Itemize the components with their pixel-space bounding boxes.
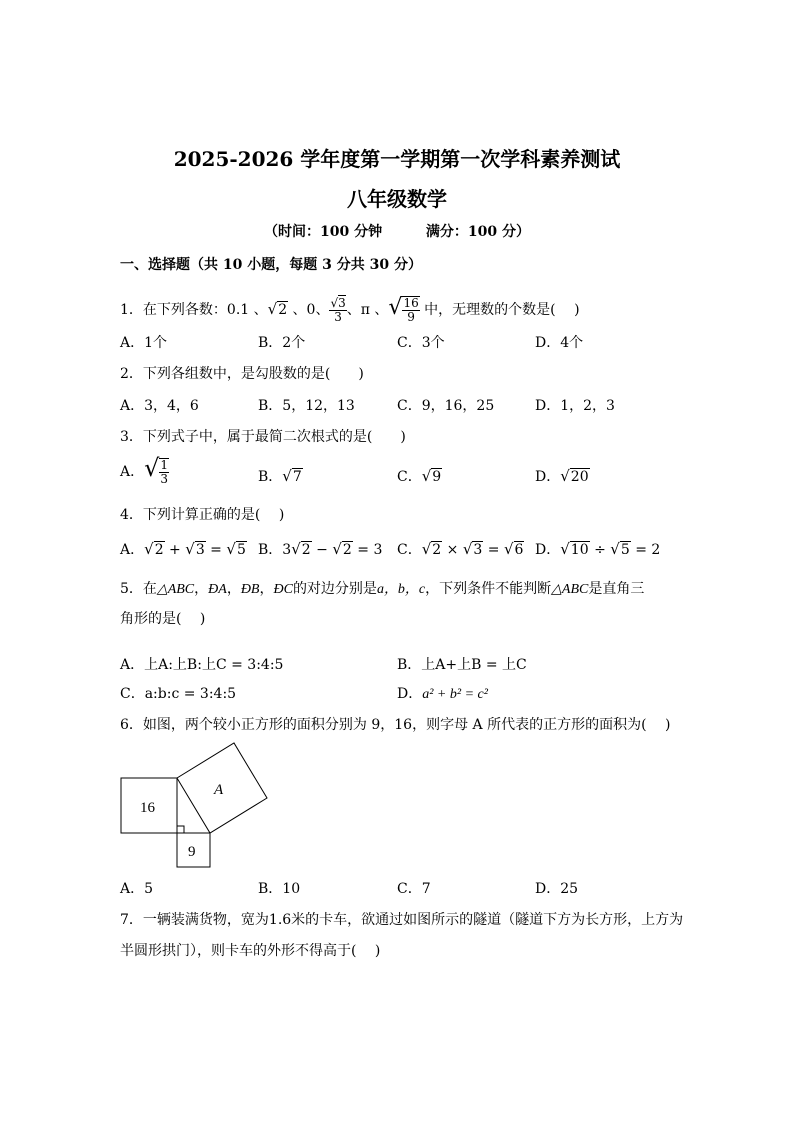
q1-option-b[interactable]: B．2个: [258, 335, 306, 351]
q3-option-c[interactable]: C．√9: [397, 467, 442, 485]
full-score: 满分：100 分）: [425, 224, 530, 240]
exam-subject: 八年级数学: [347, 187, 447, 211]
q5-option-d[interactable]: D．a² + b² = c²: [397, 686, 488, 702]
question-4: 4．下列计算正确的是( ): [120, 507, 285, 523]
q6-option-c[interactable]: C．7: [397, 881, 431, 897]
q1-option-d[interactable]: D．4个: [535, 335, 584, 351]
q2-option-a[interactable]: A．3，4，6: [120, 398, 199, 414]
q3-option-a[interactable]: A．√ $\frac{1}{3}$: [120, 454, 169, 486]
q6-option-b[interactable]: B．10: [258, 881, 301, 897]
fraction-16-over-9: $\frac{16}{9}$: [403, 296, 419, 324]
squares-figure: [118, 742, 273, 872]
label-16: 16: [140, 800, 155, 816]
q3-option-b[interactable]: B．√7: [258, 467, 302, 485]
q5-option-b[interactable]: B．上A+上B = 上C: [397, 657, 527, 673]
q2-option-c[interactable]: C．9，16，25: [397, 398, 495, 414]
right-angle-mark: [177, 826, 184, 833]
question-1: 1．在下列各数：0.1 、√2 、0、 $\frac{√3}{3}$ 、π 、√ $\frac{16}{9}$ 中，无理数的个数是( ): [120, 295, 580, 324]
q2-option-d[interactable]: D．1，2，3: [535, 398, 615, 414]
question-6: 6．如图，两个较小正方形的面积分别为 9，16，则字母 A 所代表的正方形的面积为( ): [120, 717, 671, 733]
label-A: A: [214, 782, 224, 798]
q4-option-a[interactable]: A．√2 + √3 = √5: [120, 540, 246, 558]
label-9: 9: [188, 844, 196, 860]
q4-option-b[interactable]: B．3√2 − √2 = 3: [258, 540, 383, 558]
question-5-line2: 角形的是( ): [120, 611, 206, 627]
q1-option-c[interactable]: C．3个: [397, 335, 445, 351]
q4-option-d[interactable]: D．√10 ÷ √5 = 2: [535, 540, 661, 558]
question-2: 2．下列各组数中，是勾股数的是( ): [120, 366, 364, 382]
question-3: 3．下列式子中，属于最简二次根式的是( ): [120, 429, 406, 445]
q3-option-d[interactable]: D．√20: [535, 467, 589, 485]
fraction-sqrt3-over-3: $\frac{√3}{3}$: [330, 295, 346, 324]
question-7-line2: 半圆形拱门），则卡车的外形不得高于( ): [120, 943, 381, 959]
question-7: 7．一辆装满货物，宽为1.6米的卡车，欲通过如图所示的隧道（隧道下方为长方形，上方为: [120, 912, 684, 928]
q4-option-c[interactable]: C．√2 × √3 = √6: [397, 540, 524, 558]
q6-option-a[interactable]: A．5: [120, 881, 154, 897]
exam-title: 2025-2026 学年度第一学期第一次学科素养测试: [173, 147, 621, 171]
q2-option-b[interactable]: B．5，12，13: [258, 398, 355, 414]
section-heading: 一、选择题（共 10 小题，每题 3 分共 30 分）: [120, 257, 422, 273]
q1-option-a[interactable]: A．1个: [120, 335, 168, 351]
q6-option-d[interactable]: D．25: [535, 881, 579, 897]
q5-option-a[interactable]: A．上A:上B:上C = 3:4:5: [120, 657, 284, 673]
exam-info: [0, 221, 794, 241]
question-5: 5．在△ABC，ÐA，ÐB，ÐC的对边分别是a，b，c，下列条件不能判断△ABC是直角三: [120, 581, 645, 597]
q5-option-c[interactable]: C．a:b:c = 3:4:5: [120, 686, 237, 702]
time-limit: （时间：100 分钟: [264, 224, 383, 240]
